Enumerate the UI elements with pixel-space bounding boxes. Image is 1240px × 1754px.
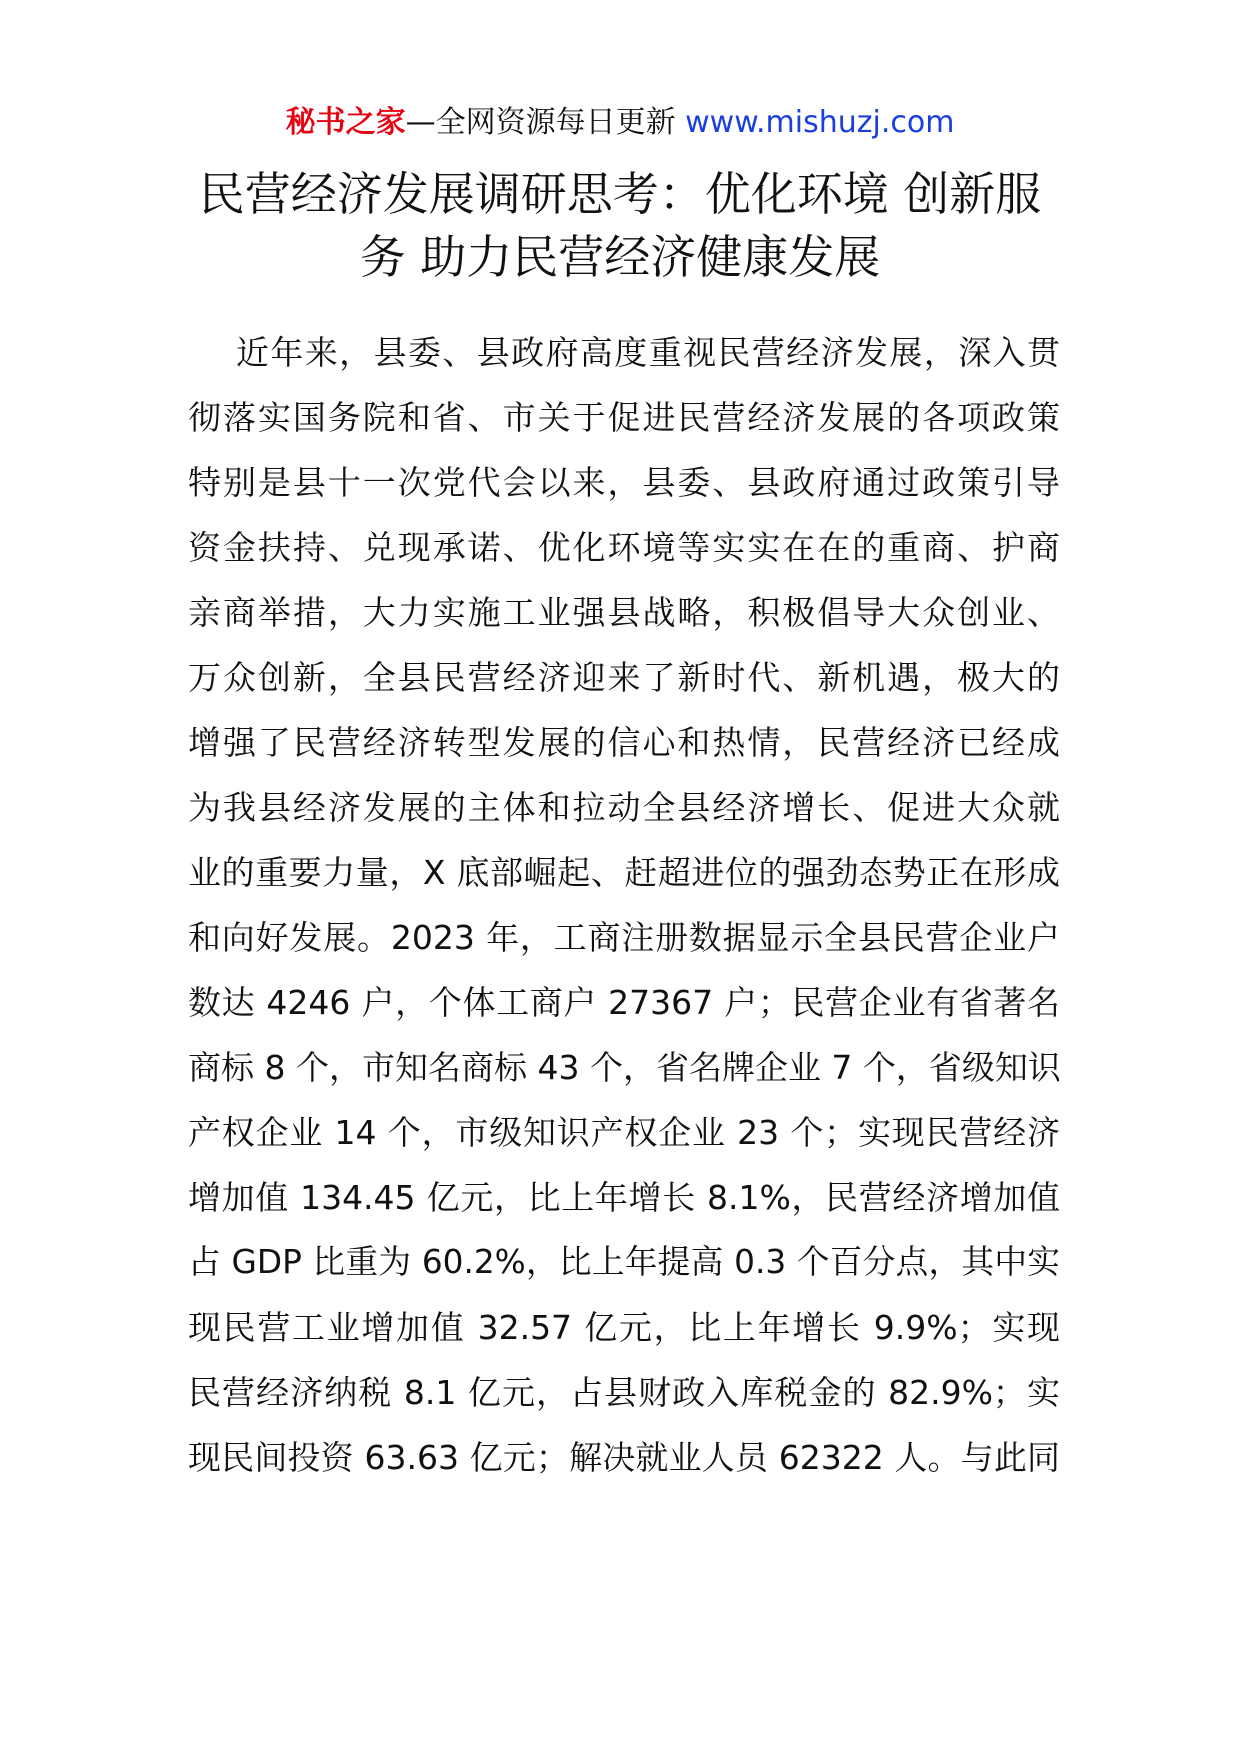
site-url-link[interactable]: www.mishuzj.com [685, 105, 955, 140]
title-line: 务 助力民营经济健康发展 [359, 230, 881, 284]
paragraph-line: 资金扶持、兑现承诺、优化环境等实实在在的重商、护商 [188, 528, 1060, 567]
header-tagline: —全网资源每日更新 [405, 105, 676, 140]
title-line: 民营经济发展调研思考：优化环境 创新服 [198, 167, 1042, 221]
body-paragraph [188, 320, 1060, 1490]
paragraph-line: 亲商举措，大力实施工业强县战略，积极倡导大众创业、 [188, 593, 1060, 632]
paragraph-line: 近年来，县委、县政府高度重视民营经济发展，深入贯 [236, 333, 1060, 372]
paragraph-line: 产权企业 14 个，市级知识产权企业 23 个；实现民营经济 [188, 1113, 1060, 1152]
brand-name: 秘书之家 [285, 105, 406, 140]
paragraph-line: 占 GDP 比重为 60.2%，比上年提高 0.3 个百分点，其中实 [188, 1243, 1060, 1281]
paragraph-line: 现民营工业增加值 32.57 亿元，比上年增长 9.9%；实现 [188, 1308, 1060, 1347]
paragraph-line: 业的重要力量，X 底部崛起、赶超进位的强劲态势正在形成 [188, 853, 1060, 892]
document-title [170, 163, 1070, 289]
watermark-header [0, 101, 1240, 145]
paragraph-line: 增加值 134.45 亿元，比上年增长 8.1%，民营经济增加值 [188, 1178, 1060, 1217]
paragraph-line: 数达 4246 户，个体工商户 27367 户；民营企业有省著名 [188, 983, 1060, 1022]
paragraph-line: 彻落实国务院和省、市关于促进民营经济发展的各项政策 [188, 398, 1060, 437]
paragraph-line: 和向好发展。2023 年，工商注册数据显示全县民营企业户 [188, 918, 1060, 957]
paragraph-line: 为我县经济发展的主体和拉动全县经济增长、促进大众就 [188, 788, 1060, 827]
paragraph-line: 增强了民营经济转型发展的信心和热情，民营经济已经成 [188, 723, 1060, 762]
paragraph-line: 民营经济纳税 8.1 亿元，占县财政入库税金的 82.9%；实 [188, 1373, 1060, 1412]
paragraph-line: 万众创新，全县民营经济迎来了新时代、新机遇，极大的 [188, 658, 1060, 697]
paragraph-line: 特别是县十一次党代会以来，县委、县政府通过政策引导 [188, 463, 1060, 502]
paragraph-line: 商标 8 个，市知名商标 43 个，省名牌企业 7 个，省级知识 [188, 1048, 1061, 1087]
paragraph-line: 现民间投资 63.63 亿元；解决就业人员 62322 人。与此同 [188, 1438, 1060, 1477]
